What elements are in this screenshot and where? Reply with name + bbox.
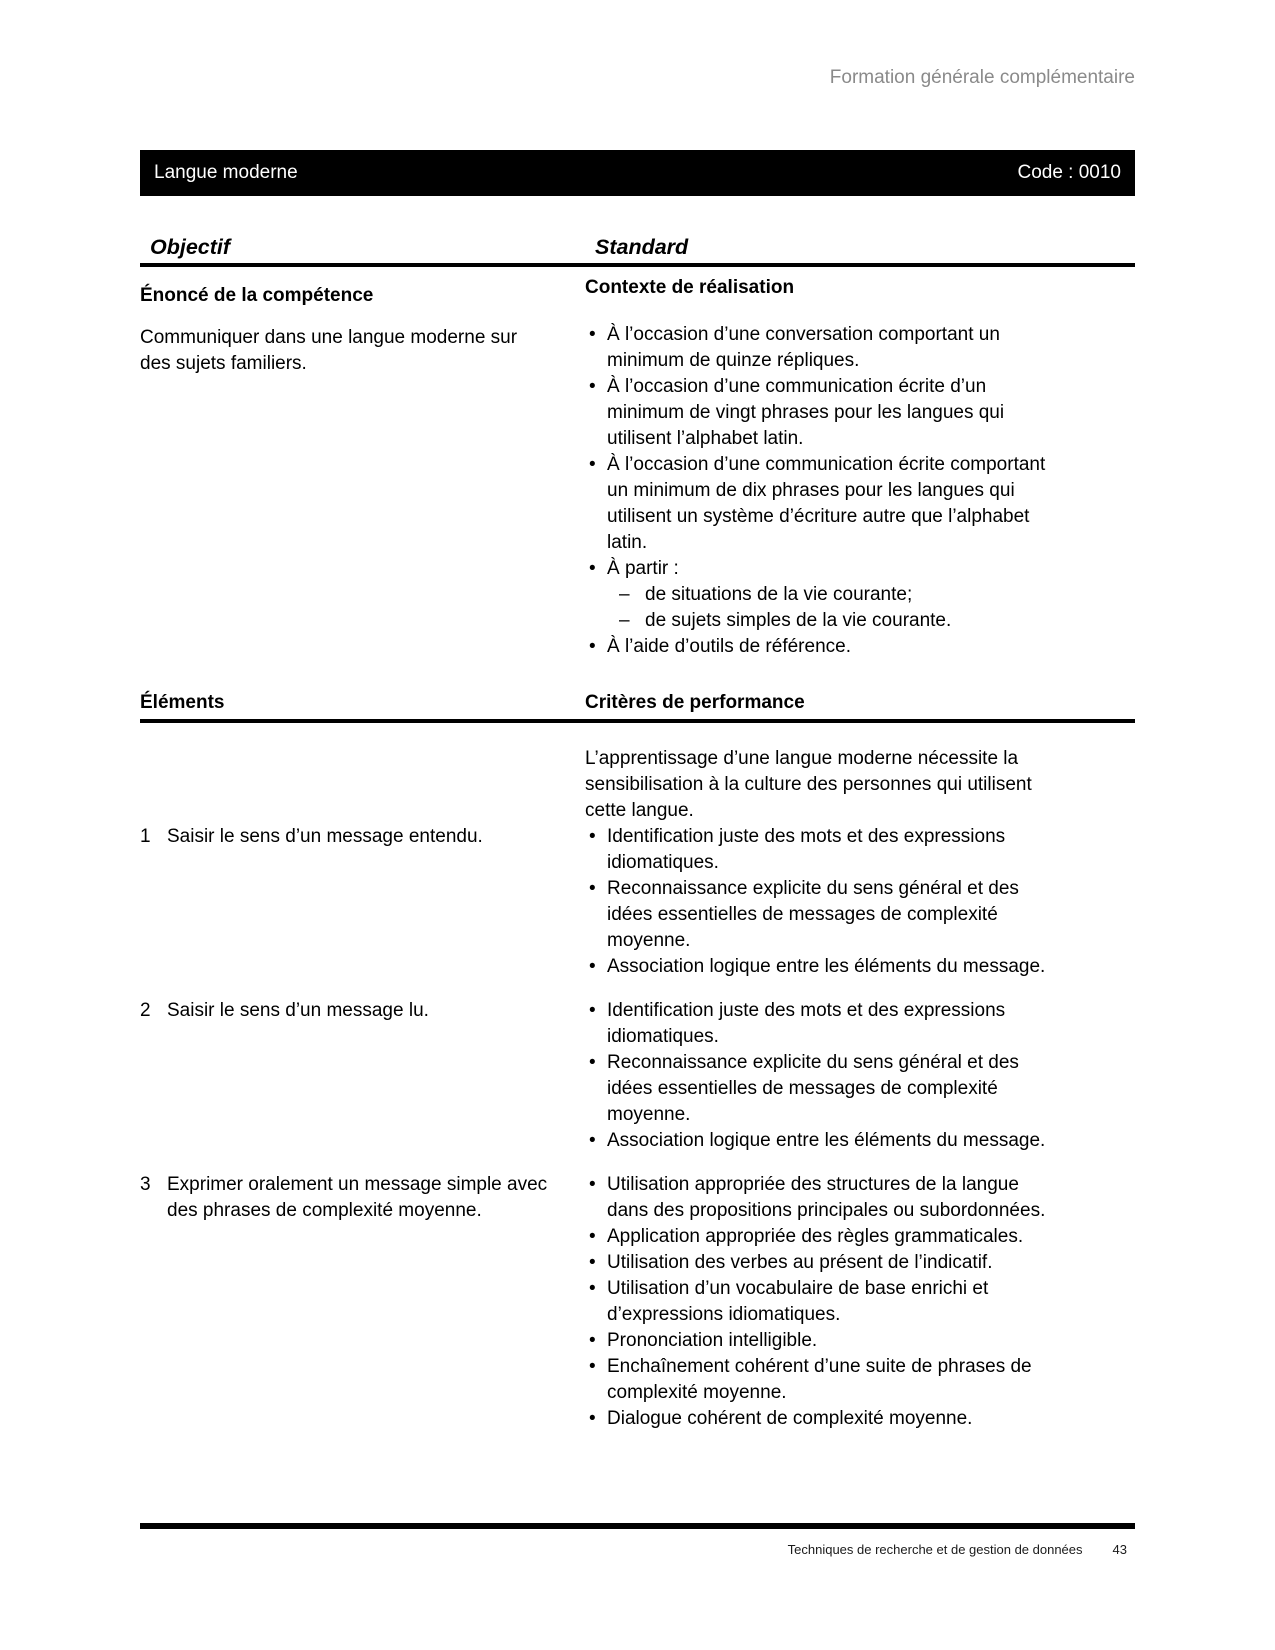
criteria-list [585,998,1057,1154]
element-left [140,1172,585,1432]
element-number: 3 [140,1174,151,1195]
contexte-bullet-text: À partir : [607,558,679,579]
criteria-list [585,1172,1057,1432]
criterion-bullet: • Utilisation des verbes au présent de l’indicatif. [585,1250,1057,1276]
element-left [140,998,585,1154]
element-criteria [585,824,1135,980]
objectif-standard-header [140,234,1135,267]
criterion-bullet: • Application appropriée des règles grammaticales. [585,1224,1057,1250]
intro-left-spacer [140,746,585,824]
criterion-bullet: • Association logique entre les éléments du message. [585,1128,1057,1154]
contexte-bullet [585,556,1057,634]
page-content [140,0,1135,1432]
criteres-header: Critères de performance [585,692,805,713]
standard-column [585,275,1135,660]
element-left [140,824,585,980]
element-criteria [585,998,1135,1154]
contexte-bullet-list [585,322,1057,660]
criterion-bullet: • Identification juste des mots et des expressions idiomatiques. [585,824,1057,876]
criterion-bullet: • Association logique entre les éléments du message. [585,954,1057,980]
contexte-sub-item: – de sujets simples de la vie courante. [607,608,1057,634]
contexte-bullet [585,452,1057,556]
course-title: Langue moderne [154,162,298,183]
criterion-bullet: • Utilisation appropriée des structures de la langue dans des propositions principales ou subordonnées. [585,1172,1057,1224]
elements-rows [140,824,1135,1432]
contexte-bullet [585,322,1057,374]
corner-note: Formation générale complémentaire [829,67,1135,88]
element-criteria [585,1172,1135,1432]
competence-statement: Communiquer dans une langue moderne sur des sujets familiers. [140,327,518,374]
criterion-bullet: • Reconnaissance explicite du sens général et des idées essentielles de messages de complexité moyenne. [585,876,1057,954]
title-bar [140,150,1135,196]
contexte-bullet-text: À l’occasion d’une communication écrite d’un minimum de vingt phrases pour les langues qui utilisent l’alphabet latin. [607,376,1005,449]
criterion-bullet: • Prononciation intelligible. [585,1328,1057,1354]
standard-section [140,275,1135,660]
page-footer [140,1523,1135,1558]
contexte-bullet-text: À l’aide d’outils de référence. [607,636,851,657]
contexte-bullet [585,634,1057,660]
elements-header: Éléments [140,692,225,713]
standard-header: Standard [595,235,689,259]
contexte-heading: Contexte de réalisation [585,277,795,298]
element-text: Exprimer oralement un message simple avec des phrases de complexité moyenne. [167,1174,548,1221]
element-text: Saisir le sens d’un message lu. [167,1000,429,1021]
footer-document-title: Techniques de recherche et de gestion de données [787,1542,1083,1557]
footer-page-number: 43 [1112,1542,1127,1557]
criterion-bullet: • Enchaînement cohérent d’une suite de phrases de complexité moyenne. [585,1354,1057,1406]
objectif-header: Objectif [150,235,231,259]
criteres-intro-row [140,746,1135,824]
contexte-sub-item: – de situations de la vie courante; [607,582,1057,608]
element-number: 2 [140,1000,151,1021]
element-row [140,824,1135,980]
criterion-bullet: • Identification juste des mots et des expressions idiomatiques. [585,998,1057,1050]
enonce-heading: Énoncé de la compétence [140,285,374,306]
criteria-list [585,824,1057,980]
contexte-bullet-text: À l’occasion d’une conversation comportant un minimum de quinze répliques. [607,324,1000,371]
objectif-column [140,275,585,660]
criterion-bullet: • Dialogue cohérent de complexité moyenne. [585,1406,1057,1432]
element-text: Saisir le sens d’un message entendu. [167,826,483,847]
contexte-bullet-text: À l’occasion d’une communication écrite comportant un minimum de dix phrases pour les langues qui utilisent un système d’écriture autre que l’alphabet latin. [607,454,1046,553]
footer-line [140,1529,1135,1558]
element-row [140,1172,1135,1432]
criteres-intro: L’apprentissage d’une langue moderne nécessite la sensibilisation à la culture des personnes qui utilisent cette langue. [585,748,1032,821]
element-number: 1 [140,826,151,847]
elements-criteres-header [140,690,1135,723]
criterion-bullet: • Utilisation d’un vocabulaire de base enrichi et d’expressions idiomatiques. [585,1276,1057,1328]
course-code: Code : 0010 [1017,162,1121,183]
element-row [140,998,1135,1154]
criterion-bullet: • Reconnaissance explicite du sens général et des idées essentielles de messages de complexité moyenne. [585,1050,1057,1128]
contexte-bullet [585,374,1057,452]
